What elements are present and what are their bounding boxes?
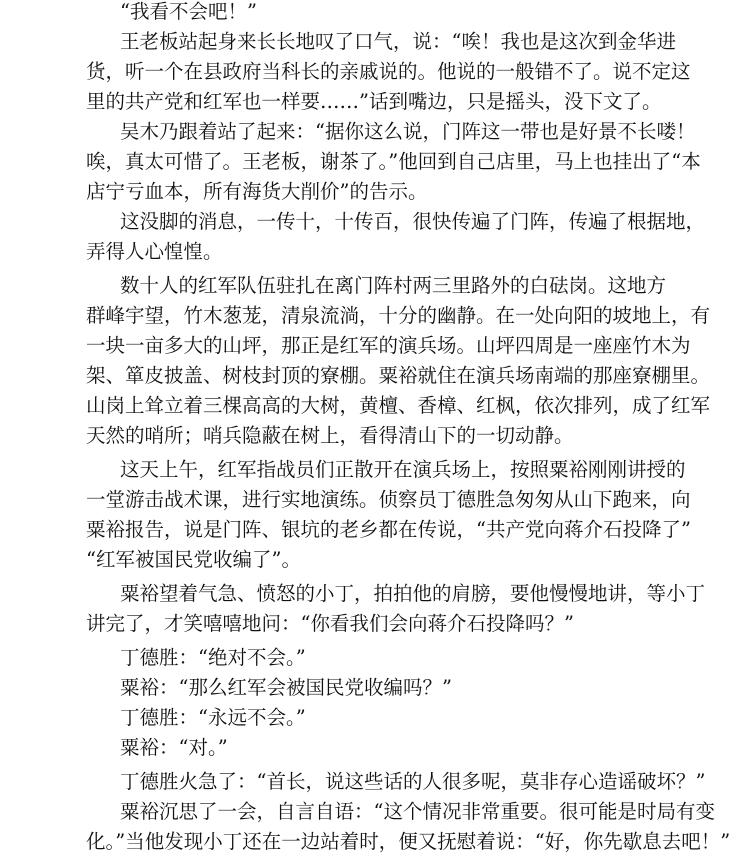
text-line-10: 数十人的红军队伍驻扎在离门阵村两三里路外的白砝岗。这地方 bbox=[120, 274, 667, 297]
text-line-18: 粟裕报告，说是门阵、银坑的老乡都在传说，“共产党向蒋介石投降了” bbox=[86, 518, 691, 541]
text-line-23: 粟裕：“那么红军会被国民党收编吗？” bbox=[120, 676, 452, 699]
text-line-7: 店宁亏血本，所有海货大削价”的告示。 bbox=[86, 180, 428, 203]
text-line-28: 化。”当他发现小丁还在一边站着时，便又抚慰着说：“好，你先歇息去吧！” bbox=[86, 830, 731, 853]
text-line-19: “红军被国民党收编了”。 bbox=[86, 548, 301, 571]
text-line-2: 王老板站起身来长长地叹了口气，说：“唉！我也是这次到金华进 bbox=[120, 30, 676, 53]
text-line-11: 群峰宇望，竹木葱茏，清泉流淌，十分的幽静。在一处向阳的坡地上，有 bbox=[86, 304, 711, 327]
text-line-14: 山岗上耸立着三棵高高的大树，黄檀、香樟、红枫，依次排列，成了红军 bbox=[86, 394, 711, 417]
text-line-17: 一堂游击战术课，进行实地演练。侦察员丁德胜急匆匆从山下跑来，向 bbox=[86, 488, 691, 511]
text-line-24: 丁德胜：“永远不会。” bbox=[120, 706, 306, 729]
text-line-15: 天然的哨所；哨兵隐蔽在树上，看得清山下的一切动静。 bbox=[86, 424, 574, 447]
text-line-4: 里的共产党和红军也一样要……”话到嘴边，只是摇头，没下文了。 bbox=[86, 90, 662, 113]
text-line-21: 讲完了，才笑嘻嘻地问：“你看我们会向蒋介石投降吗？” bbox=[86, 612, 574, 635]
text-line-22: 丁德胜：“绝对不会。” bbox=[120, 646, 306, 669]
text-line-12: 一块一亩多大的山坪，那正是红军的演兵场。山坪四周是一座座竹木为 bbox=[86, 334, 691, 357]
text-line-1: “我看不会吧！” bbox=[120, 0, 257, 23]
text-line-26: 丁德胜火急了：“首长，说这些话的人很多呢，莫非存心造谣破坏？” bbox=[120, 770, 706, 793]
text-line-20: 粟裕望着气急、愤怒的小丁，拍拍他的肩膀，要他慢慢地讲，等小丁 bbox=[120, 582, 706, 605]
text-line-6: 唉，真太可惜了。王老板，谢茶了。”他回到自己店里，马上也挂出了“本 bbox=[86, 150, 701, 173]
text-line-3: 货，听一个在县政府当科长的亲戚说的。他说的一般错不了。说不定这 bbox=[86, 60, 691, 83]
text-line-13: 架、箪皮披盖、树枝封顶的寮棚。粟裕就住在演兵场南端的那座寮棚里。 bbox=[86, 364, 711, 387]
text-line-5: 吴木乃跟着站了起来：“据你这么说，门阵这一带也是好景不长喽！ bbox=[120, 120, 696, 143]
text-line-9: 弄得人心惶惶。 bbox=[86, 240, 223, 263]
text-line-25: 粟裕：“对。” bbox=[120, 736, 228, 759]
text-line-8: 这没脚的消息，一传十，十传百，很快传遍了门阵，传遍了根据地， bbox=[120, 210, 706, 233]
text-line-16: 这天上午，红军指战员们正散开在演兵场上，按照粟裕刚刚讲授的 bbox=[120, 458, 686, 481]
text-line-27: 粟裕沉思了一会，自言自语：“这个情况非常重要。很可能是时局有变 bbox=[120, 800, 715, 823]
